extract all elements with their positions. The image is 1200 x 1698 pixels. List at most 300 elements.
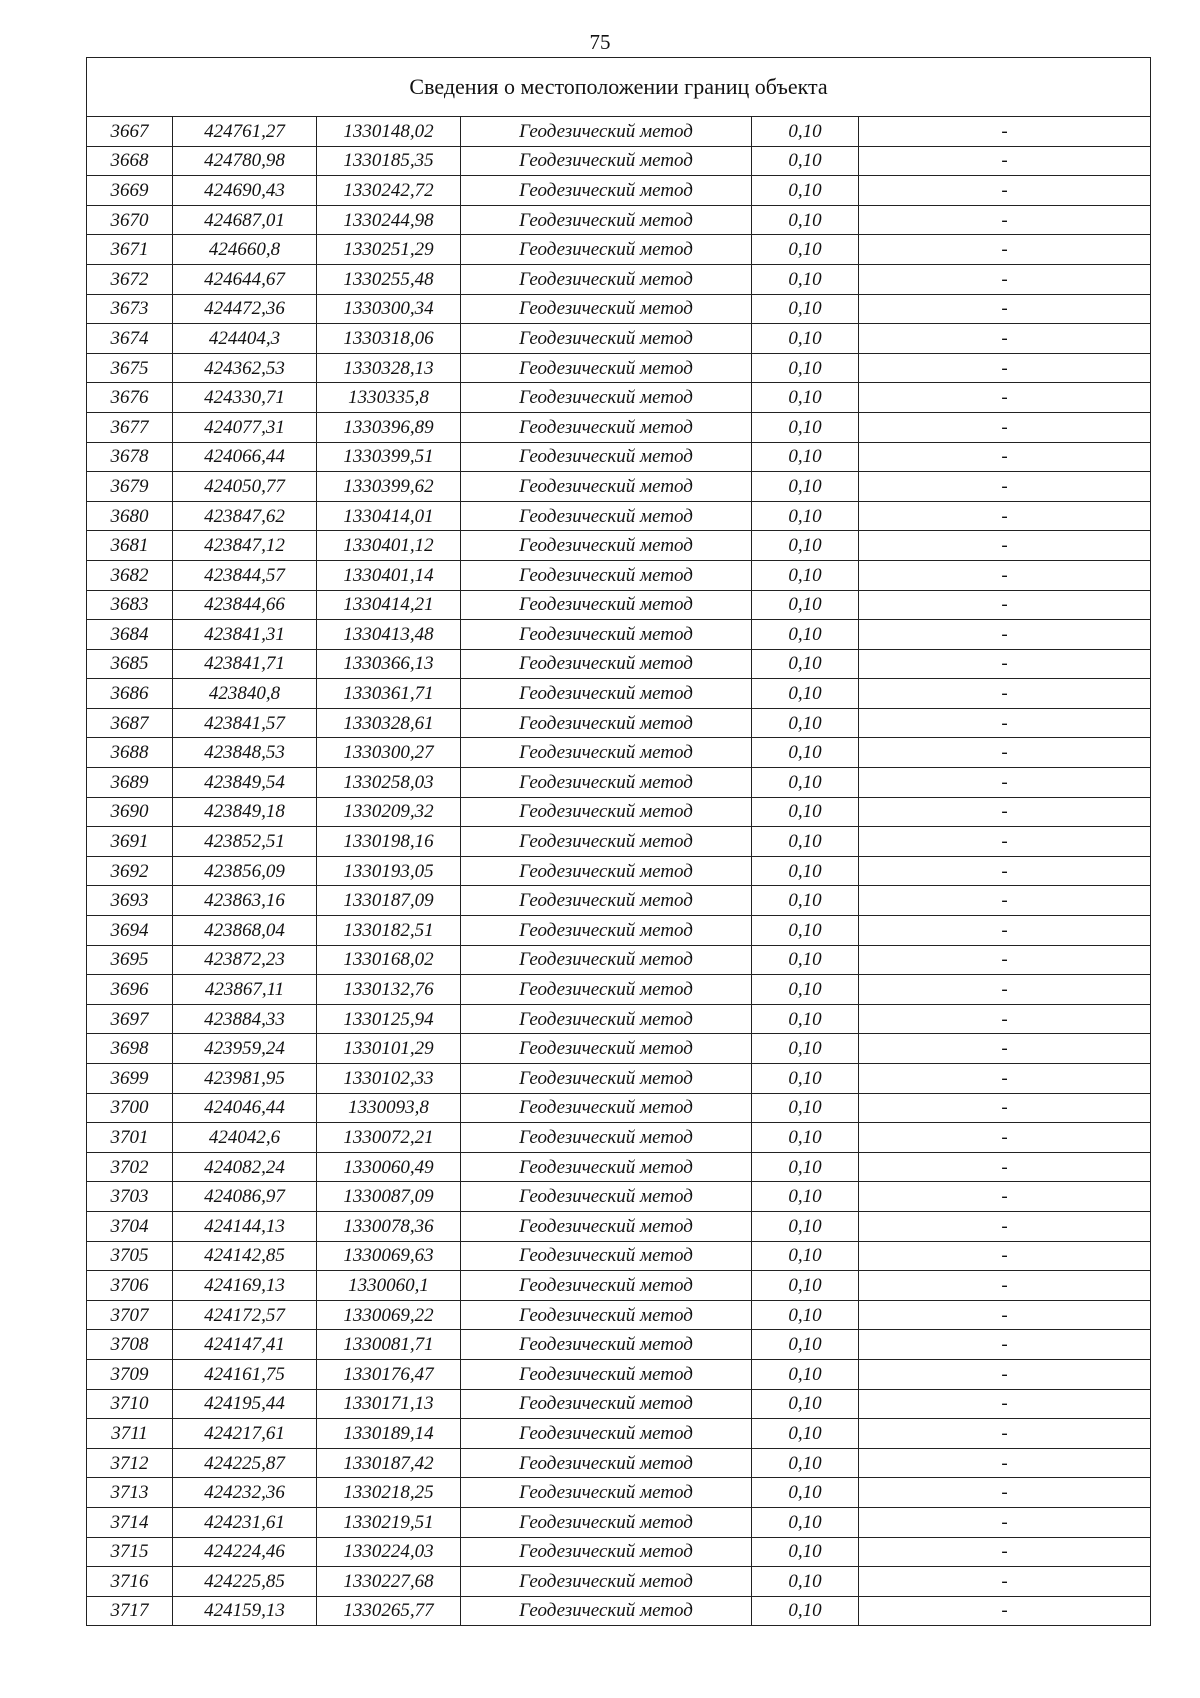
point-number-cell: 3697 bbox=[87, 1004, 173, 1034]
point-number-cell: 3691 bbox=[87, 827, 173, 857]
description-cell: - bbox=[859, 679, 1151, 709]
description-cell: - bbox=[859, 856, 1151, 886]
y-coordinate-cell: 1330251,29 bbox=[317, 235, 461, 265]
method-cell: Геодезический метод bbox=[461, 560, 752, 590]
method-cell: Геодезический метод bbox=[461, 1507, 752, 1537]
y-coordinate-cell: 1330081,71 bbox=[317, 1330, 461, 1360]
point-number-cell: 3695 bbox=[87, 945, 173, 975]
method-cell: Геодезический метод bbox=[461, 1359, 752, 1389]
table-row bbox=[87, 1211, 1151, 1241]
page-number: 75 bbox=[589, 30, 611, 54]
point-number-cell: 3692 bbox=[87, 856, 173, 886]
description-cell: - bbox=[859, 324, 1151, 354]
point-number-cell: 3707 bbox=[87, 1300, 173, 1330]
method-cell: Геодезический метод bbox=[461, 442, 752, 472]
method-cell: Геодезический метод bbox=[461, 1241, 752, 1271]
x-coordinate-cell: 424217,61 bbox=[173, 1419, 317, 1449]
method-cell: Геодезический метод bbox=[461, 1537, 752, 1567]
description-cell: - bbox=[859, 383, 1151, 413]
table-row bbox=[87, 353, 1151, 383]
y-coordinate-cell: 1330185,35 bbox=[317, 146, 461, 176]
description-cell: - bbox=[859, 1507, 1151, 1537]
precision-cell: 0,10 bbox=[752, 590, 859, 620]
y-coordinate-cell: 1330399,62 bbox=[317, 472, 461, 502]
method-cell: Геодезический метод bbox=[461, 353, 752, 383]
precision-cell: 0,10 bbox=[752, 264, 859, 294]
precision-cell: 0,10 bbox=[752, 235, 859, 265]
x-coordinate-cell: 424231,61 bbox=[173, 1507, 317, 1537]
point-number-cell: 3680 bbox=[87, 501, 173, 531]
precision-cell: 0,10 bbox=[752, 560, 859, 590]
point-number-cell: 3693 bbox=[87, 886, 173, 916]
precision-cell: 0,10 bbox=[752, 205, 859, 235]
y-coordinate-cell: 1330087,09 bbox=[317, 1182, 461, 1212]
table-row bbox=[87, 738, 1151, 768]
method-cell: Геодезический метод bbox=[461, 235, 752, 265]
precision-cell: 0,10 bbox=[752, 324, 859, 354]
method-cell: Геодезический метод bbox=[461, 1389, 752, 1419]
table-row bbox=[87, 442, 1151, 472]
precision-cell: 0,10 bbox=[752, 1537, 859, 1567]
description-cell: - bbox=[859, 1537, 1151, 1567]
table-row bbox=[87, 856, 1151, 886]
method-cell: Геодезический метод bbox=[461, 294, 752, 324]
precision-cell: 0,10 bbox=[752, 1478, 859, 1508]
method-cell: Геодезический метод bbox=[461, 945, 752, 975]
point-number-cell: 3684 bbox=[87, 620, 173, 650]
table-row bbox=[87, 235, 1151, 265]
point-number-cell: 3690 bbox=[87, 797, 173, 827]
x-coordinate-cell: 423852,51 bbox=[173, 827, 317, 857]
table-row bbox=[87, 1478, 1151, 1508]
point-number-cell: 3705 bbox=[87, 1241, 173, 1271]
x-coordinate-cell: 423841,31 bbox=[173, 620, 317, 650]
y-coordinate-cell: 1330078,36 bbox=[317, 1211, 461, 1241]
y-coordinate-cell: 1330187,09 bbox=[317, 886, 461, 916]
point-number-cell: 3687 bbox=[87, 708, 173, 738]
description-cell: - bbox=[859, 117, 1151, 147]
precision-cell: 0,10 bbox=[752, 620, 859, 650]
precision-cell: 0,10 bbox=[752, 1567, 859, 1597]
method-cell: Геодезический метод bbox=[461, 1004, 752, 1034]
y-coordinate-cell: 1330244,98 bbox=[317, 205, 461, 235]
precision-cell: 0,10 bbox=[752, 827, 859, 857]
x-coordinate-cell: 424066,44 bbox=[173, 442, 317, 472]
y-coordinate-cell: 1330209,32 bbox=[317, 797, 461, 827]
table-row bbox=[87, 886, 1151, 916]
y-coordinate-cell: 1330328,61 bbox=[317, 708, 461, 738]
method-cell: Геодезический метод bbox=[461, 176, 752, 206]
description-cell: - bbox=[859, 353, 1151, 383]
method-cell: Геодезический метод bbox=[461, 1478, 752, 1508]
precision-cell: 0,10 bbox=[752, 1596, 859, 1626]
method-cell: Геодезический метод bbox=[461, 1211, 752, 1241]
precision-cell: 0,10 bbox=[752, 472, 859, 502]
precision-cell: 0,10 bbox=[752, 1004, 859, 1034]
precision-cell: 0,10 bbox=[752, 1271, 859, 1301]
method-cell: Геодезический метод bbox=[461, 1419, 752, 1449]
description-cell: - bbox=[859, 1596, 1151, 1626]
x-coordinate-cell: 423849,54 bbox=[173, 768, 317, 798]
point-number-cell: 3683 bbox=[87, 590, 173, 620]
table-row bbox=[87, 1359, 1151, 1389]
table-row bbox=[87, 294, 1151, 324]
x-coordinate-cell: 423867,11 bbox=[173, 975, 317, 1005]
x-coordinate-cell: 423848,53 bbox=[173, 738, 317, 768]
description-cell: - bbox=[859, 1152, 1151, 1182]
method-cell: Геодезический метод bbox=[461, 146, 752, 176]
point-number-cell: 3698 bbox=[87, 1034, 173, 1064]
y-coordinate-cell: 1330361,71 bbox=[317, 679, 461, 709]
point-number-cell: 3699 bbox=[87, 1064, 173, 1094]
description-cell: - bbox=[859, 1034, 1151, 1064]
method-cell: Геодезический метод bbox=[461, 1182, 752, 1212]
y-coordinate-cell: 1330171,13 bbox=[317, 1389, 461, 1419]
precision-cell: 0,10 bbox=[752, 738, 859, 768]
precision-cell: 0,10 bbox=[752, 649, 859, 679]
precision-cell: 0,10 bbox=[752, 1123, 859, 1153]
x-coordinate-cell: 424225,85 bbox=[173, 1567, 317, 1597]
precision-cell: 0,10 bbox=[752, 294, 859, 324]
y-coordinate-cell: 1330102,33 bbox=[317, 1064, 461, 1094]
precision-cell: 0,10 bbox=[752, 353, 859, 383]
x-coordinate-cell: 423844,66 bbox=[173, 590, 317, 620]
x-coordinate-cell: 424142,85 bbox=[173, 1241, 317, 1271]
x-coordinate-cell: 423884,33 bbox=[173, 1004, 317, 1034]
table-row bbox=[87, 1448, 1151, 1478]
precision-cell: 0,10 bbox=[752, 1211, 859, 1241]
description-cell: - bbox=[859, 945, 1151, 975]
precision-cell: 0,10 bbox=[752, 531, 859, 561]
x-coordinate-cell: 423841,57 bbox=[173, 708, 317, 738]
description-cell: - bbox=[859, 1448, 1151, 1478]
method-cell: Геодезический метод bbox=[461, 1596, 752, 1626]
description-cell: - bbox=[859, 1478, 1151, 1508]
point-number-cell: 3674 bbox=[87, 324, 173, 354]
precision-cell: 0,10 bbox=[752, 916, 859, 946]
method-cell: Геодезический метод bbox=[461, 916, 752, 946]
x-coordinate-cell: 424690,43 bbox=[173, 176, 317, 206]
y-coordinate-cell: 1330187,42 bbox=[317, 1448, 461, 1478]
x-coordinate-cell: 423847,62 bbox=[173, 501, 317, 531]
table-row bbox=[87, 1507, 1151, 1537]
table-row bbox=[87, 1271, 1151, 1301]
point-number-cell: 3710 bbox=[87, 1389, 173, 1419]
x-coordinate-cell: 424761,27 bbox=[173, 117, 317, 147]
table-row bbox=[87, 1596, 1151, 1626]
method-cell: Геодезический метод bbox=[461, 649, 752, 679]
table-row bbox=[87, 412, 1151, 442]
precision-cell: 0,10 bbox=[752, 176, 859, 206]
description-cell: - bbox=[859, 412, 1151, 442]
precision-cell: 0,10 bbox=[752, 975, 859, 1005]
point-number-cell: 3703 bbox=[87, 1182, 173, 1212]
description-cell: - bbox=[859, 472, 1151, 502]
x-coordinate-cell: 423840,8 bbox=[173, 679, 317, 709]
y-coordinate-cell: 1330193,05 bbox=[317, 856, 461, 886]
y-coordinate-cell: 1330069,63 bbox=[317, 1241, 461, 1271]
y-coordinate-cell: 1330300,27 bbox=[317, 738, 461, 768]
description-cell: - bbox=[859, 442, 1151, 472]
table-row bbox=[87, 916, 1151, 946]
x-coordinate-cell: 423981,95 bbox=[173, 1064, 317, 1094]
description-cell: - bbox=[859, 1182, 1151, 1212]
y-coordinate-cell: 1330401,12 bbox=[317, 531, 461, 561]
point-number-cell: 3669 bbox=[87, 176, 173, 206]
y-coordinate-cell: 1330401,14 bbox=[317, 560, 461, 590]
table-row bbox=[87, 1093, 1151, 1123]
description-cell: - bbox=[859, 235, 1151, 265]
point-number-cell: 3701 bbox=[87, 1123, 173, 1153]
y-coordinate-cell: 1330318,06 bbox=[317, 324, 461, 354]
table-row bbox=[87, 620, 1151, 650]
point-number-cell: 3681 bbox=[87, 531, 173, 561]
point-number-cell: 3708 bbox=[87, 1330, 173, 1360]
x-coordinate-cell: 424077,31 bbox=[173, 412, 317, 442]
description-cell: - bbox=[859, 916, 1151, 946]
point-number-cell: 3678 bbox=[87, 442, 173, 472]
method-cell: Геодезический метод bbox=[461, 768, 752, 798]
point-number-cell: 3702 bbox=[87, 1152, 173, 1182]
x-coordinate-cell: 424472,36 bbox=[173, 294, 317, 324]
precision-cell: 0,10 bbox=[752, 442, 859, 472]
y-coordinate-cell: 1330219,51 bbox=[317, 1507, 461, 1537]
point-number-cell: 3667 bbox=[87, 117, 173, 147]
point-number-cell: 3716 bbox=[87, 1567, 173, 1597]
y-coordinate-cell: 1330366,13 bbox=[317, 649, 461, 679]
point-number-cell: 3670 bbox=[87, 205, 173, 235]
description-cell: - bbox=[859, 590, 1151, 620]
y-coordinate-cell: 1330414,01 bbox=[317, 501, 461, 531]
method-cell: Геодезический метод bbox=[461, 472, 752, 502]
x-coordinate-cell: 423868,04 bbox=[173, 916, 317, 946]
method-cell: Геодезический метод bbox=[461, 531, 752, 561]
x-coordinate-cell: 424082,24 bbox=[173, 1152, 317, 1182]
x-coordinate-cell: 424660,8 bbox=[173, 235, 317, 265]
y-coordinate-cell: 1330265,77 bbox=[317, 1596, 461, 1626]
method-cell: Геодезический метод bbox=[461, 501, 752, 531]
table-row bbox=[87, 501, 1151, 531]
table-row bbox=[87, 1567, 1151, 1597]
table-row bbox=[87, 205, 1151, 235]
x-coordinate-cell: 424780,98 bbox=[173, 146, 317, 176]
method-cell: Геодезический метод bbox=[461, 1064, 752, 1094]
method-cell: Геодезический метод bbox=[461, 1271, 752, 1301]
point-number-cell: 3704 bbox=[87, 1211, 173, 1241]
x-coordinate-cell: 424232,36 bbox=[173, 1478, 317, 1508]
point-number-cell: 3679 bbox=[87, 472, 173, 502]
precision-cell: 0,10 bbox=[752, 1093, 859, 1123]
point-number-cell: 3714 bbox=[87, 1507, 173, 1537]
method-cell: Геодезический метод bbox=[461, 620, 752, 650]
point-number-cell: 3668 bbox=[87, 146, 173, 176]
description-cell: - bbox=[859, 620, 1151, 650]
x-coordinate-cell: 424046,44 bbox=[173, 1093, 317, 1123]
y-coordinate-cell: 1330060,49 bbox=[317, 1152, 461, 1182]
method-cell: Геодезический метод bbox=[461, 412, 752, 442]
description-cell: - bbox=[859, 1271, 1151, 1301]
description-cell: - bbox=[859, 1300, 1151, 1330]
precision-cell: 0,10 bbox=[752, 1359, 859, 1389]
table-row bbox=[87, 1034, 1151, 1064]
description-cell: - bbox=[859, 975, 1151, 1005]
description-cell: - bbox=[859, 1123, 1151, 1153]
table-row bbox=[87, 531, 1151, 561]
x-coordinate-cell: 424225,87 bbox=[173, 1448, 317, 1478]
table-row bbox=[87, 1123, 1151, 1153]
method-cell: Геодезический метод bbox=[461, 324, 752, 354]
description-cell: - bbox=[859, 1211, 1151, 1241]
point-number-cell: 3682 bbox=[87, 560, 173, 590]
precision-cell: 0,10 bbox=[752, 1064, 859, 1094]
table-row bbox=[87, 264, 1151, 294]
precision-cell: 0,10 bbox=[752, 501, 859, 531]
description-cell: - bbox=[859, 886, 1151, 916]
point-number-cell: 3713 bbox=[87, 1478, 173, 1508]
y-coordinate-cell: 1330335,8 bbox=[317, 383, 461, 413]
description-cell: - bbox=[859, 797, 1151, 827]
description-cell: - bbox=[859, 176, 1151, 206]
point-number-cell: 3673 bbox=[87, 294, 173, 324]
description-cell: - bbox=[859, 531, 1151, 561]
point-number-cell: 3711 bbox=[87, 1419, 173, 1449]
precision-cell: 0,10 bbox=[752, 708, 859, 738]
precision-cell: 0,10 bbox=[752, 1448, 859, 1478]
table-row bbox=[87, 117, 1151, 147]
point-number-cell: 3709 bbox=[87, 1359, 173, 1389]
table-row bbox=[87, 1537, 1151, 1567]
point-number-cell: 3696 bbox=[87, 975, 173, 1005]
y-coordinate-cell: 1330148,02 bbox=[317, 117, 461, 147]
point-number-cell: 3689 bbox=[87, 768, 173, 798]
table-row bbox=[87, 1330, 1151, 1360]
table-row bbox=[87, 590, 1151, 620]
y-coordinate-cell: 1330189,14 bbox=[317, 1419, 461, 1449]
precision-cell: 0,10 bbox=[752, 146, 859, 176]
description-cell: - bbox=[859, 827, 1151, 857]
precision-cell: 0,10 bbox=[752, 768, 859, 798]
method-cell: Геодезический метод bbox=[461, 856, 752, 886]
method-cell: Геодезический метод bbox=[461, 708, 752, 738]
precision-cell: 0,10 bbox=[752, 856, 859, 886]
method-cell: Геодезический метод bbox=[461, 679, 752, 709]
x-coordinate-cell: 423863,16 bbox=[173, 886, 317, 916]
description-cell: - bbox=[859, 1093, 1151, 1123]
x-coordinate-cell: 423849,18 bbox=[173, 797, 317, 827]
y-coordinate-cell: 1330125,94 bbox=[317, 1004, 461, 1034]
y-coordinate-cell: 1330413,48 bbox=[317, 620, 461, 650]
precision-cell: 0,10 bbox=[752, 1507, 859, 1537]
method-cell: Геодезический метод bbox=[461, 1300, 752, 1330]
y-coordinate-cell: 1330093,8 bbox=[317, 1093, 461, 1123]
description-cell: - bbox=[859, 205, 1151, 235]
description-cell: - bbox=[859, 738, 1151, 768]
precision-cell: 0,10 bbox=[752, 1152, 859, 1182]
method-cell: Геодезический метод bbox=[461, 383, 752, 413]
x-coordinate-cell: 424086,97 bbox=[173, 1182, 317, 1212]
point-number-cell: 3706 bbox=[87, 1271, 173, 1301]
x-coordinate-cell: 424144,13 bbox=[173, 1211, 317, 1241]
method-cell: Геодезический метод bbox=[461, 797, 752, 827]
table-row bbox=[87, 560, 1151, 590]
point-number-cell: 3700 bbox=[87, 1093, 173, 1123]
precision-cell: 0,10 bbox=[752, 117, 859, 147]
method-cell: Геодезический метод bbox=[461, 975, 752, 1005]
y-coordinate-cell: 1330182,51 bbox=[317, 916, 461, 946]
description-cell: - bbox=[859, 501, 1151, 531]
precision-cell: 0,10 bbox=[752, 679, 859, 709]
table-row bbox=[87, 975, 1151, 1005]
y-coordinate-cell: 1330072,21 bbox=[317, 1123, 461, 1153]
y-coordinate-cell: 1330168,02 bbox=[317, 945, 461, 975]
point-number-cell: 3676 bbox=[87, 383, 173, 413]
table-row bbox=[87, 1389, 1151, 1419]
description-cell: - bbox=[859, 1004, 1151, 1034]
y-coordinate-cell: 1330198,16 bbox=[317, 827, 461, 857]
description-cell: - bbox=[859, 264, 1151, 294]
point-number-cell: 3671 bbox=[87, 235, 173, 265]
y-coordinate-cell: 1330414,21 bbox=[317, 590, 461, 620]
x-coordinate-cell: 424050,77 bbox=[173, 472, 317, 502]
description-cell: - bbox=[859, 649, 1151, 679]
y-coordinate-cell: 1330399,51 bbox=[317, 442, 461, 472]
table-row bbox=[87, 146, 1151, 176]
x-coordinate-cell: 423841,71 bbox=[173, 649, 317, 679]
precision-cell: 0,10 bbox=[752, 1241, 859, 1271]
point-number-cell: 3712 bbox=[87, 1448, 173, 1478]
y-coordinate-cell: 1330132,76 bbox=[317, 975, 461, 1005]
y-coordinate-cell: 1330101,29 bbox=[317, 1034, 461, 1064]
y-coordinate-cell: 1330069,22 bbox=[317, 1300, 461, 1330]
description-cell: - bbox=[859, 294, 1151, 324]
description-cell: - bbox=[859, 1241, 1151, 1271]
table-row bbox=[87, 1152, 1151, 1182]
description-cell: - bbox=[859, 146, 1151, 176]
table-row bbox=[87, 827, 1151, 857]
description-cell: - bbox=[859, 560, 1151, 590]
method-cell: Геодезический метод bbox=[461, 590, 752, 620]
x-coordinate-cell: 423872,23 bbox=[173, 945, 317, 975]
x-coordinate-cell: 424161,75 bbox=[173, 1359, 317, 1389]
point-number-cell: 3694 bbox=[87, 916, 173, 946]
description-cell: - bbox=[859, 708, 1151, 738]
y-coordinate-cell: 1330227,68 bbox=[317, 1567, 461, 1597]
method-cell: Геодезический метод bbox=[461, 1093, 752, 1123]
precision-cell: 0,10 bbox=[752, 1389, 859, 1419]
method-cell: Геодезический метод bbox=[461, 1123, 752, 1153]
method-cell: Геодезический метод bbox=[461, 886, 752, 916]
table-row bbox=[87, 797, 1151, 827]
y-coordinate-cell: 1330258,03 bbox=[317, 768, 461, 798]
table-row bbox=[87, 1064, 1151, 1094]
precision-cell: 0,10 bbox=[752, 412, 859, 442]
point-number-cell: 3685 bbox=[87, 649, 173, 679]
x-coordinate-cell: 423844,57 bbox=[173, 560, 317, 590]
table-row bbox=[87, 1241, 1151, 1271]
point-number-cell: 3715 bbox=[87, 1537, 173, 1567]
table-body bbox=[87, 117, 1151, 1626]
method-cell: Геодезический метод bbox=[461, 1034, 752, 1064]
precision-cell: 0,10 bbox=[752, 1419, 859, 1449]
method-cell: Геодезический метод bbox=[461, 738, 752, 768]
description-cell: - bbox=[859, 1330, 1151, 1360]
x-coordinate-cell: 424159,13 bbox=[173, 1596, 317, 1626]
table-row bbox=[87, 708, 1151, 738]
precision-cell: 0,10 bbox=[752, 1330, 859, 1360]
precision-cell: 0,10 bbox=[752, 945, 859, 975]
y-coordinate-cell: 1330176,47 bbox=[317, 1359, 461, 1389]
description-cell: - bbox=[859, 768, 1151, 798]
